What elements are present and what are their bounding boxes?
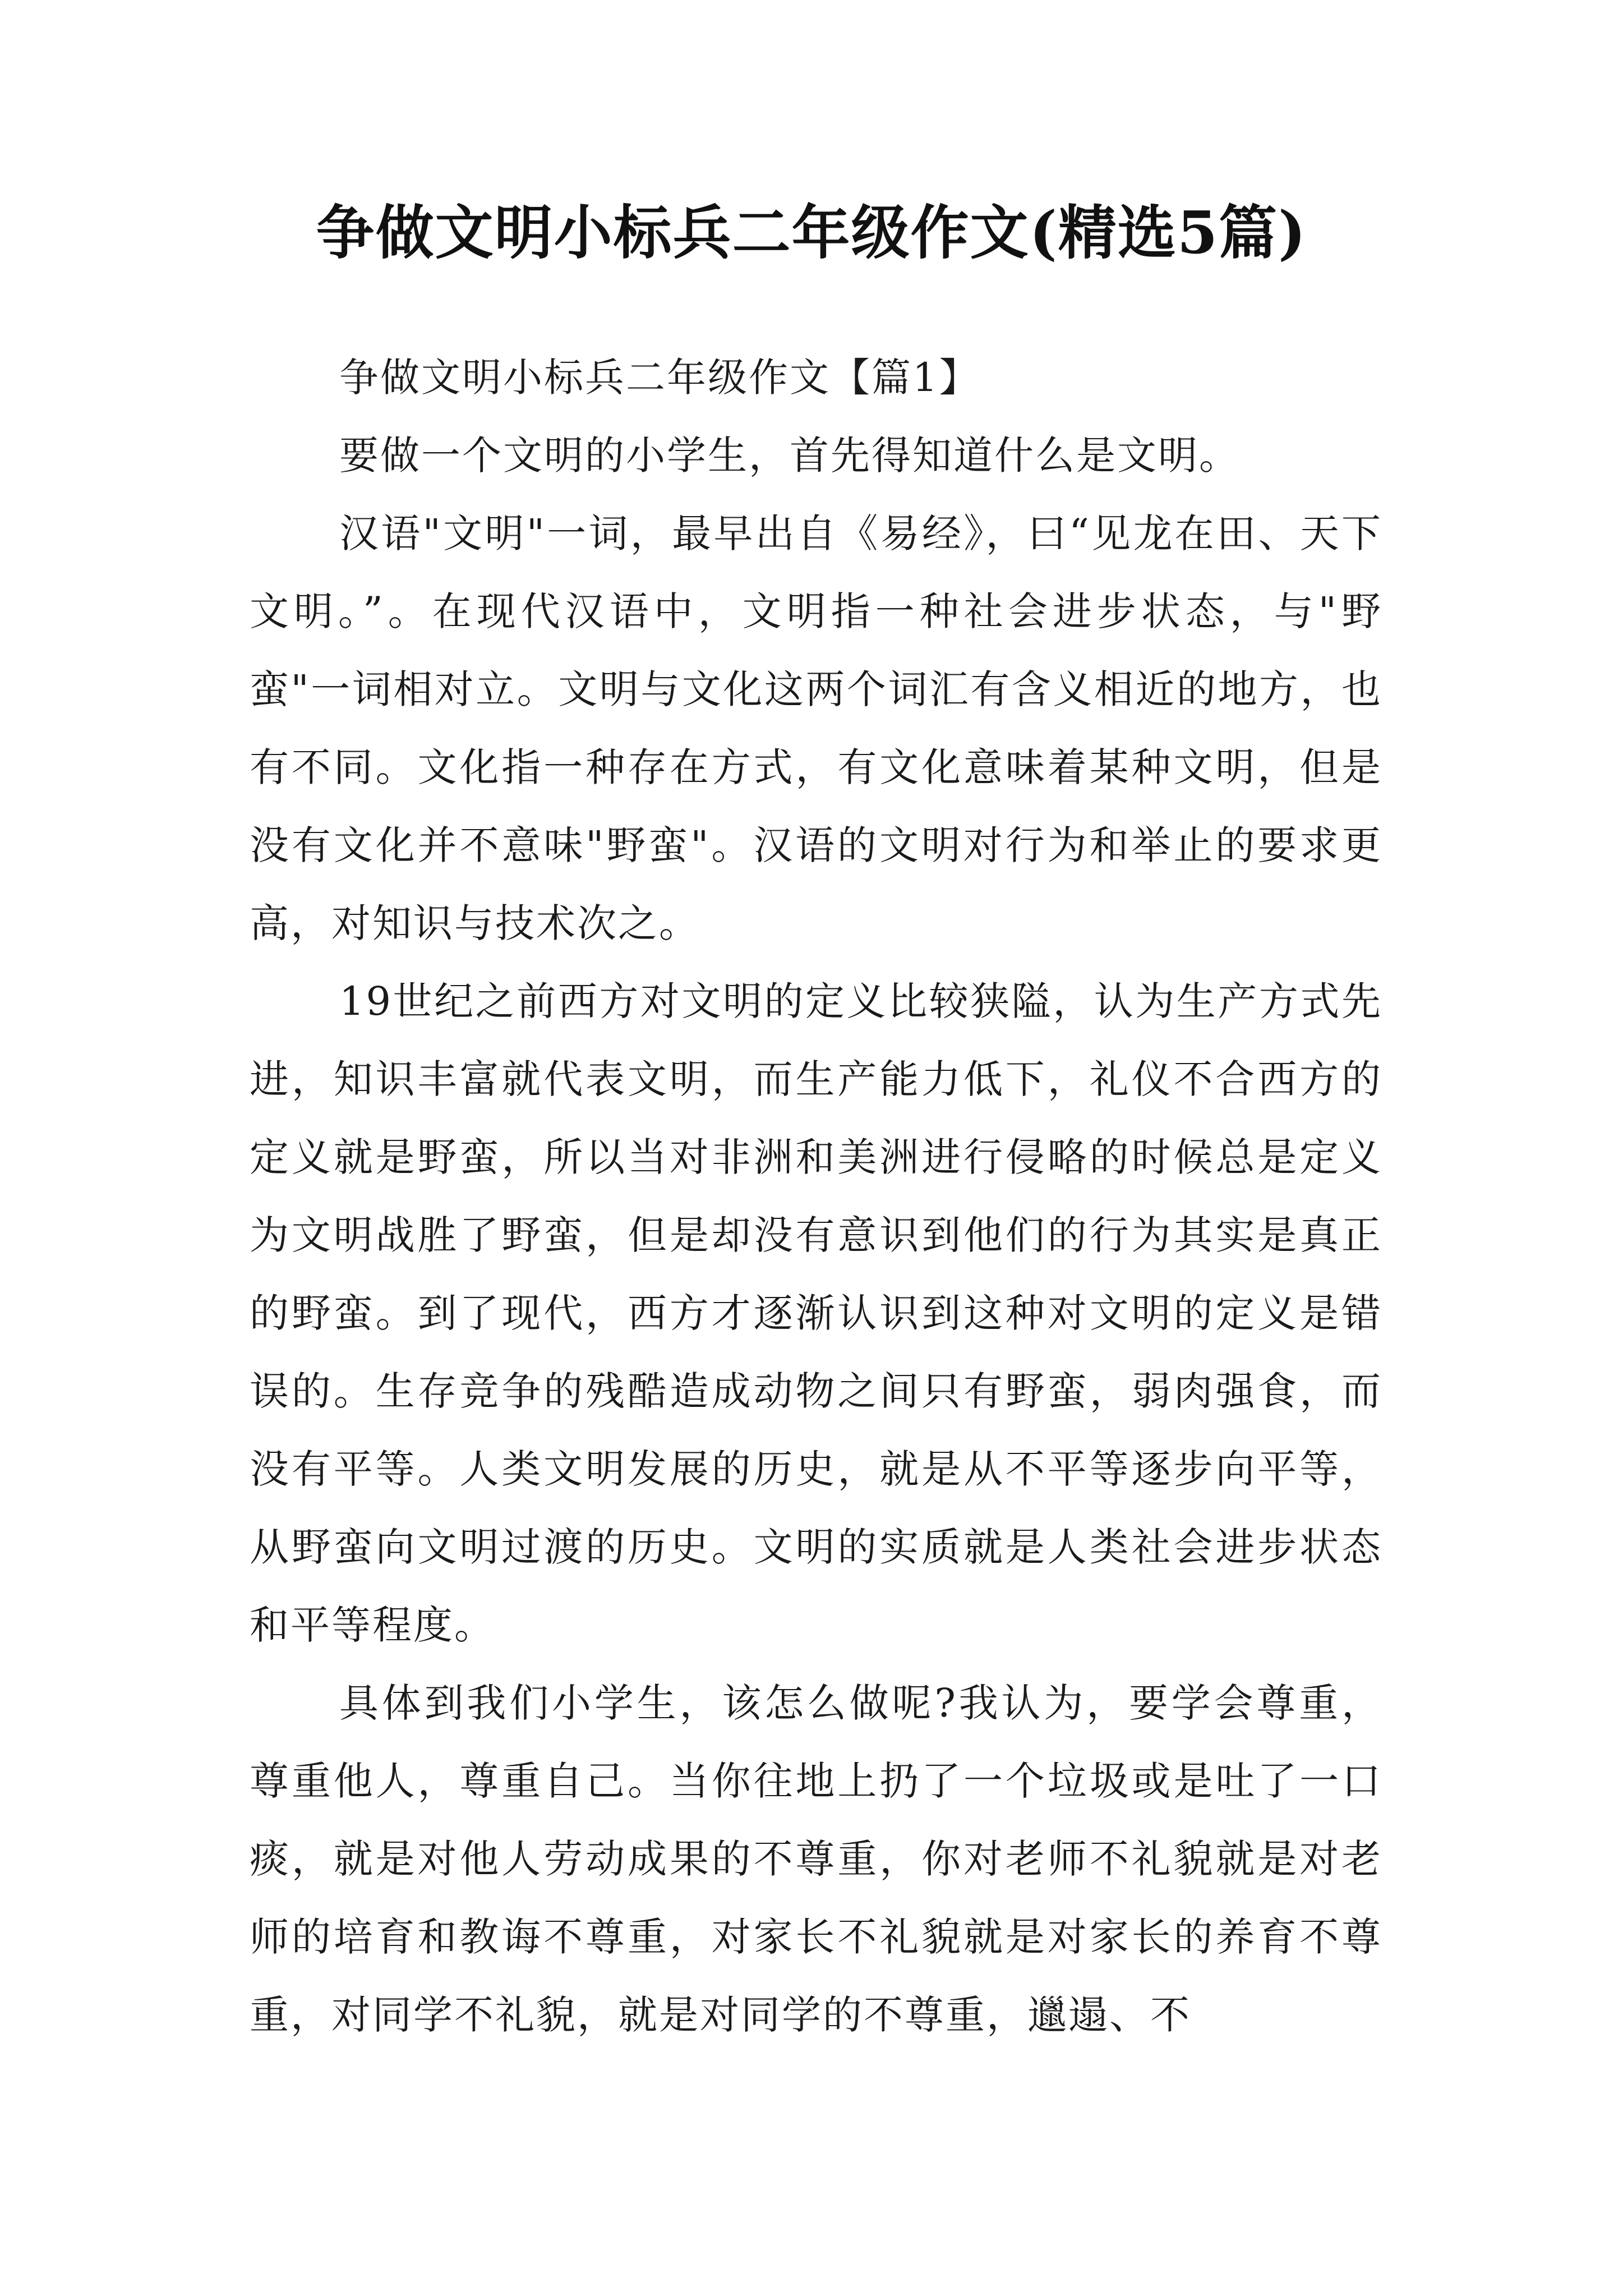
document-title: 争做文明小标兵二年级作文(精选5篇) bbox=[316, 198, 1307, 267]
body-paragraph: 具体到我们小学生，该怎么做呢?我认为，要学会尊重，尊重他人，尊重自己。当你往地上扔了一个垃圾或是吐了一口痰，就是对他人劳动成果的不尊重，你对老师不礼貌就是对老师的培育和教诲不尊重，对家长不礼貌就是对家长的养育不尊重，对同学不礼貌，就是对同学的不尊重，邋遢、不 bbox=[250, 1680, 1382, 2038]
document-body bbox=[250, 339, 1382, 2054]
body-paragraph: 要做一个文明的小学生，首先得知道什么是文明。 bbox=[339, 432, 1240, 478]
body-paragraph: 19世纪之前西方对文明的定义比较狭隘，认为生产方式先进，知识丰富就代表文明，而生产能力低下，礼仪不合西方的定义就是野蛮，所以当对非洲和美洲进行侵略的时候总是定义为文明战胜了野蛮，但是却没有意识到他们的行为其实是真正的野蛮。到了现代，西方才逐渐认识到这种对文明的定义是错误的。生存竞争的残酷造成动物之间只有野蛮，弱肉强食，而没有平等。人类文明发展的历史，就是从不平等逐步向平等，从野蛮向文明过渡的历史。文明的实质就是人类社会进步状态和平等程度。 bbox=[250, 978, 1382, 1648]
section-heading: 争做文明小标兵二年级作文【篇1】 bbox=[339, 355, 980, 401]
body-paragraph: 汉语"文明"一词，最早出自《易经》，曰“见龙在田、天下文明。”。在现代汉语中，文明指一种社会进步状态，与"野蛮"一词相对立。文明与文化这两个词汇有含义相近的地方，也有不同。文化指一种存在方式，有文化意味着某种文明，但是没有文化并不意味"野蛮"。汉语的文明对行为和举止的要求更高，对知识与技术次之。 bbox=[250, 510, 1382, 946]
